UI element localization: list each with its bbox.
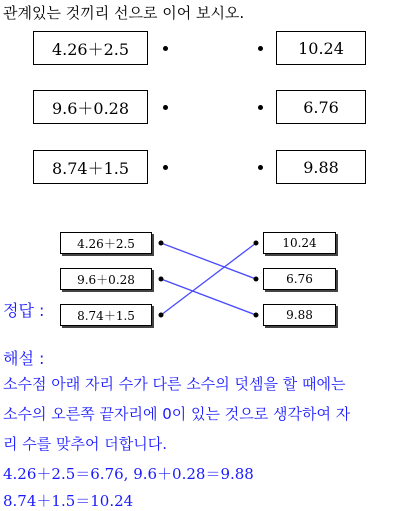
answer-connection-line bbox=[161, 243, 256, 315]
answer-dot-right bbox=[254, 241, 259, 246]
left-expression-box: 4.26＋2.5 bbox=[33, 31, 148, 65]
right-value-box: 9.88 bbox=[276, 150, 366, 184]
explanation-line: 리 수를 맞추어 더합니다. bbox=[3, 435, 167, 453]
answer-right-box: 6.76 bbox=[263, 268, 336, 290]
left-expression-box: 9.6＋0.28 bbox=[33, 90, 148, 124]
explanation-line: 소수의 오른쪽 끝자리에 0이 있는 것으로 생각하여 자 bbox=[3, 405, 351, 423]
answer-dot-left bbox=[159, 241, 164, 246]
explanation-equation: 8.74＋1.5＝10.24 bbox=[3, 492, 134, 510]
answer-connection-line bbox=[161, 279, 256, 315]
explanation-line: 소수점 아래 자리 수가 다른 소수의 덧셈을 할 때에는 bbox=[3, 375, 346, 393]
left-expression-box: 8.74＋1.5 bbox=[33, 150, 148, 184]
answer-dot-left bbox=[159, 313, 164, 318]
right-value-box: 10.24 bbox=[276, 31, 366, 65]
right-value-box: 6.76 bbox=[276, 90, 366, 124]
question-text: 관계있는 것끼리 선으로 이어 보시오. bbox=[3, 4, 245, 22]
answer-label: 정답 : bbox=[3, 301, 45, 320]
answer-right-box: 10.24 bbox=[263, 232, 336, 254]
answer-left-box: 9.6＋0.28 bbox=[60, 268, 152, 290]
explanation-equation: 4.26＋2.5＝6.76, 9.6＋0.28＝9.88 bbox=[3, 465, 254, 483]
answer-right-box: 9.88 bbox=[263, 304, 336, 326]
answer-connection-line bbox=[161, 243, 256, 279]
answer-left-box: 4.26＋2.5 bbox=[60, 232, 152, 254]
answer-dot-left bbox=[159, 277, 164, 282]
answer-dot-right bbox=[254, 313, 259, 318]
answer-dot-right bbox=[254, 277, 259, 282]
explanation-label: 해설 : bbox=[3, 349, 45, 368]
answer-left-box: 8.74＋1.5 bbox=[60, 304, 152, 326]
